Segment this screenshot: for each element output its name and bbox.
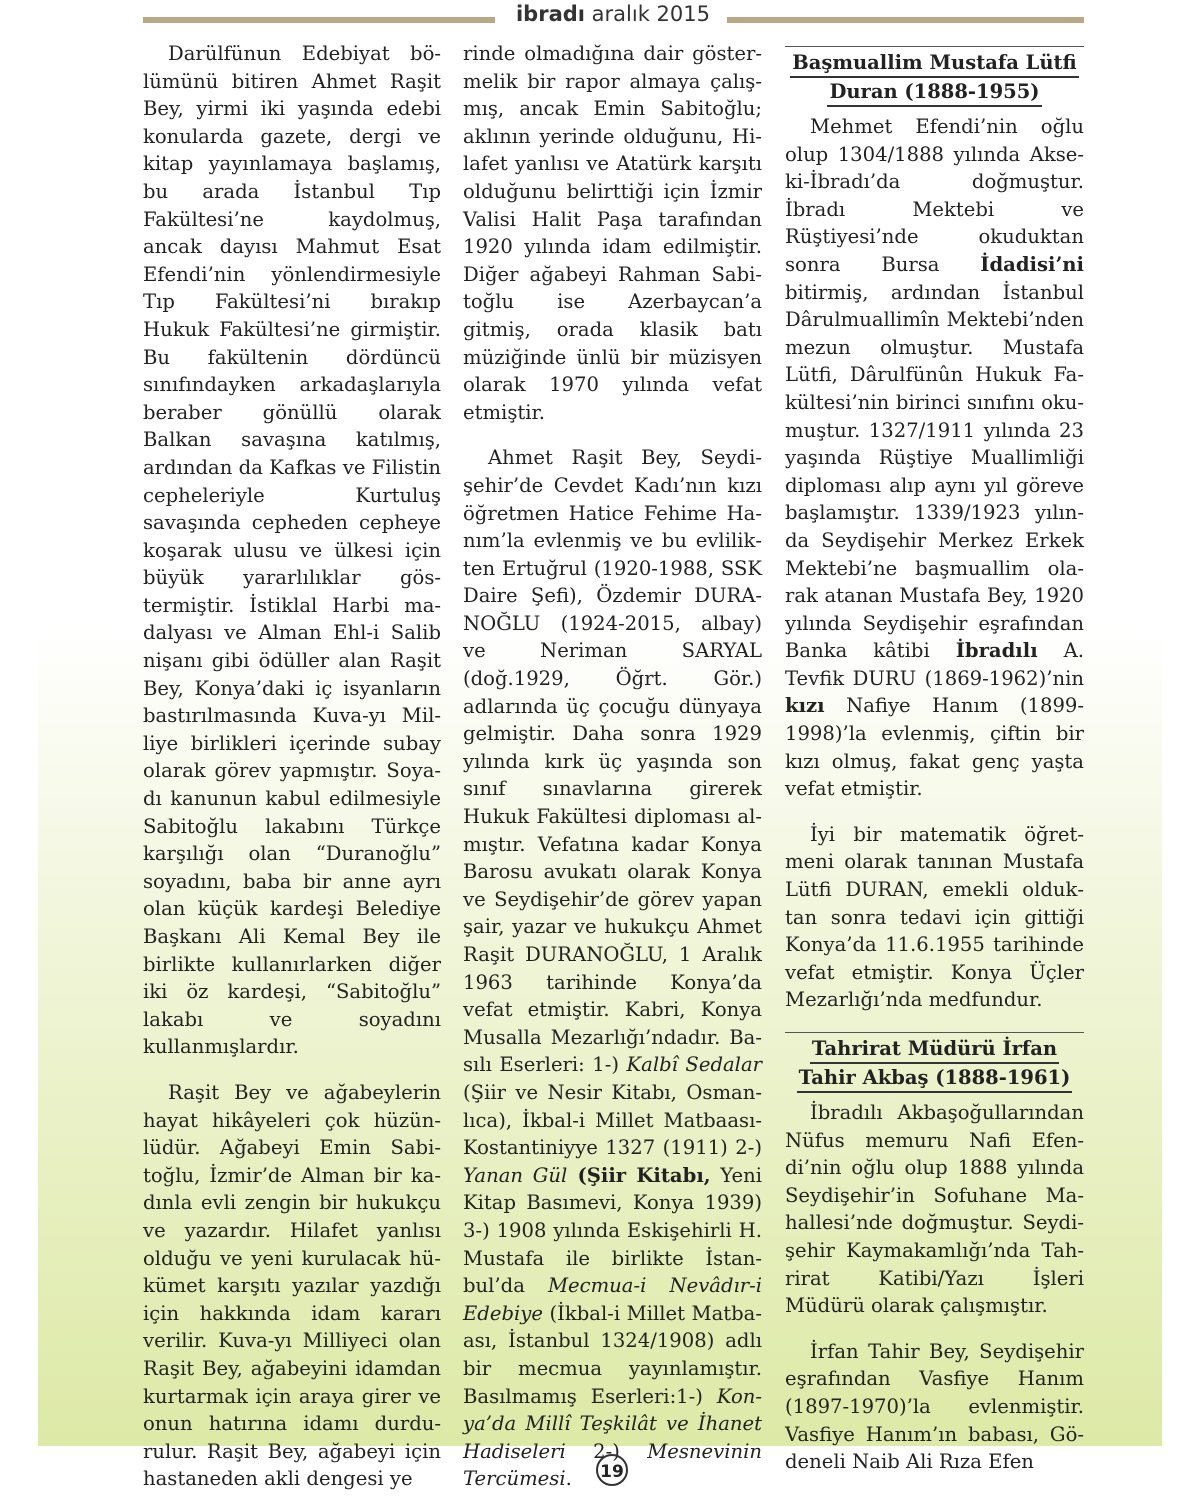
paragraph xyxy=(463,444,762,1493)
text: 2-) xyxy=(565,1439,648,1463)
book-title: Yanan Gül xyxy=(463,1163,568,1187)
book-title: Mecmua-i Nevâdır-i Edebiye xyxy=(463,1274,763,1325)
section-title-line: Tahrirat Müdürü İrfan xyxy=(810,1035,1059,1064)
paragraph: İrfan Tahir Bey, Seydişehir eşrafından Vasfiye Hanım (1897-1970)’la evlenmiştir. Vasfiye Hanım’ın babası, Gödeneli Naib Ali Rıza Efen xyxy=(785,1339,1084,1474)
paragraph: Raşit Bey ve ağabeylerin hayat hikâyeleri çok hüzünlüdür. Ağabeyi Emin Sabitoğlu, İzmir’de Alman bir kadınla evli zengin bir hukukçu ve yazardır. Hilafet yanlısı olduğu ve yeni kurulacak hükümet karşıtı yazılar yazdığı için hakkında idam kararı verilir. Kuva-yı Milliyeci olan Raşit Bey, ağabeyini idamdan kurtarmak için araya girer ve onun hatırına idamı durdurulur. Raşit Bey, ağabeyi için hastaneden akli dengesi ye xyxy=(143,1080,441,1491)
page-number: 19 xyxy=(596,1454,628,1486)
bold-text: İbradılı xyxy=(955,639,1038,663)
text: (Şiir ve Nesir Kitabı, Osmanlıca), İkbal-i Millet Matbaası-Kostantiniyye 1327 (1911) 2-) xyxy=(463,1080,762,1160)
header-rule-right xyxy=(727,17,1084,23)
header-rule-left xyxy=(143,17,495,23)
text: Mehmet Efendi’nin oğlu olup 1304/1888 yılında Akseki-İbradı’da doğmuştur. İbradı Mektebi ve Rüştiyesi’nde okuduktan sonra Bursa xyxy=(785,115,1084,276)
column-3 xyxy=(785,40,1084,1494)
book-title: Kalbî Sedalar xyxy=(626,1053,762,1077)
text: bitirmiş, ardından İstanbul Dârulmuallimîn Mektebi’nden mezun olmuştur. Mustafa Lütfi, Dârulfünûn Hukuk Fakültesi’nin birinci sınıfını okumuştur. 1327/1911 yılında 23 yaşında Rüştiye Muallimliği diploması alıp aynı yıl göreve başlamıştır. 1339/1923 yılında Seydişehir Merkez Erkek Mektebi’ne başmuallim olarak atanan Mustafa Bey, 1920 yılında Seydişehir eşrafından Banka kâtibi xyxy=(785,280,1084,663)
paragraph: İbradılı Akbaşoğullarından Nüfus memuru Nafi Efendi’nin oğlu olup 1888 yılında Seydişehir’in Sofuhane Mahallesi’nde doğmuştur. Seydişehir Kaymakamlığı’nda Tahrirat Katibi/Yazı İşleri Müdürü olarak çalışmıştır. xyxy=(785,1101,1084,1318)
bold-text: (Şiir Kitabı, xyxy=(567,1163,711,1187)
text: Ahmet Raşit Bey, Seydişehir’de Cevdet Kadı’nın kızı öğretmen Hatice Fehime Hanım’la evlenmiş ve bu evlilikten Ertuğrul (1920-1988, SSK Daire Şefi), Özdemir DURANOĞLU (1924-2015, albay) ve Neriman SARYAL (doğ.1929, Öğrt. Gör.) adlarında üç çocuğu dünyaya gelmiştir. Daha sonra 1929 yılında kırk üç yaşında son sınıf sınavlarına girerek Hukuk Fakültesi diploması almıştır. Vefatına kadar Konya Barosu avukatı olarak Konya ve Seydişehir’de görev yapan şair, yazar ve hukukçu Ahmet Raşit DURANOĞLU, 1 Aralık 1963 tarihinde Konya’da vefat etmiştir. Kabri, Konya Musalla Mezarlığı’ndadır. Basılı Eserleri: 1-) xyxy=(463,446,762,1077)
bold-text: İdadisi’ni xyxy=(980,252,1084,276)
section-title xyxy=(785,1032,1084,1093)
book-title: Mesnevinin Tercümesi xyxy=(463,1439,762,1491)
bold-text: kızı xyxy=(785,694,825,718)
column-1 xyxy=(143,40,441,1511)
section-title xyxy=(785,46,1084,107)
section-title-line: Duran (1888-1955) xyxy=(827,78,1041,107)
book-title: Konya’da Millî Teşkilât ve İhanet Hadiseleri xyxy=(463,1384,762,1463)
section-title-line: Tahir Akbaş (1888-1961) xyxy=(797,1064,1073,1093)
paragraph xyxy=(785,113,1084,803)
paragraph: İyi bir matematik öğretmeni olarak tanınan Mustafa Lütfi DURAN, emekli olduktan sonra tedavi için gittiği Konya’da 11.6.1955 tarihinde vefat etmiştir. Konya Üçler Mezarlığı’nda medfundur. xyxy=(785,822,1084,1012)
text: Nafiye Hanım (1899-1998)’la evlenmiş, çiftin bir kızı olmuş, fakat genç yaşta vefat etmiştir. xyxy=(785,694,1084,801)
page-header xyxy=(0,0,1200,36)
column-2 xyxy=(463,40,762,1511)
magazine-name: ibradı xyxy=(515,2,585,26)
issue-date: aralık 2015 xyxy=(591,2,710,26)
masthead xyxy=(508,2,718,26)
text: Yeni Kitap Basımevi, Konya 1939) 3-) 1908 yılında Eskişehirli H. Mustafa ile birlikte İstanbul’da xyxy=(463,1163,762,1298)
text: A. Tevfik DURU (1869-1962)’nin xyxy=(785,639,1084,690)
paragraph: rinde olmadığına dair göstermelik bir rapor almaya çalışmış, ancak Emin Sabitoğlu; aklının yerinde olduğunu, Hilafet yanlısı ve Atatürk karşıtı olduğunu belirttiği için İzmir Valisi Halit Paşa tarafından 1920 yılında idam edilmiştir. Diğer ağabeyi Rahman Sabitoğlu ise Azerbaycan’a gitmiş, orada klasik batı müziğinde ünlü bir müzisyen olarak 1970 yılında vefat etmiştir. xyxy=(463,42,762,424)
paragraph: Darülfünun Edebiyat bölümünü bitiren Ahmet Raşit Bey, yirmi iki yaşında edebi konularda gazete, dergi ve kitap yayınlamaya başlamış, bu arada İstanbul Tıp Fakültesi’ne kaydolmuş, ancak dayısı Mahmut Esat Efendi’nin yönlendirmesiyle Tıp Fakültesi’ni bırakıp Hukuk Fakültesi’ne girmiştir. Bu fakültenin dördüncü sınıfındayken arkadaşlarıyla beraber gönüllü olarak Balkan savaşına katılmış, ardından da Kafkas ve Filistin cepheleriyle Kurtuluş savaşında cepheden cepheye koşarak ulusu ve ülkesi için büyük yararlılıklar göstermiştir. İstiklal Harbi madalyası ve Alman Ehl-i Salib nişanı gibi ödüller alan Raşit Bey, Konya’daki iç isyanların bastırılmasında Kuva-yı Milliye birlikleri içerinde subay olarak görev yapmıştır. Soyadı kanunun kabul edilmesiyle Sabitoğlu lakabını Türkçe karşılığı olan “Duranoğlu” soyadını, baba bir anne ayrı olan küçük kardeşi Belediye Başkanı Ali Kemal Bey ile birlikte kullanırlarken diğer iki öz kardeşi, “Sabitoğlu” lakabı ve soyadını kullanmışlardır. xyxy=(143,42,441,1059)
section-title-line: Başmuallim Mustafa Lütfi xyxy=(790,49,1078,78)
text: (İkbal-i Millet Matbaası, İstanbul 1324/1908) adlı bir mecmua yayınlamıştır. Basılmamış Eserleri:1-) xyxy=(463,1301,762,1408)
text: . xyxy=(565,1467,572,1491)
